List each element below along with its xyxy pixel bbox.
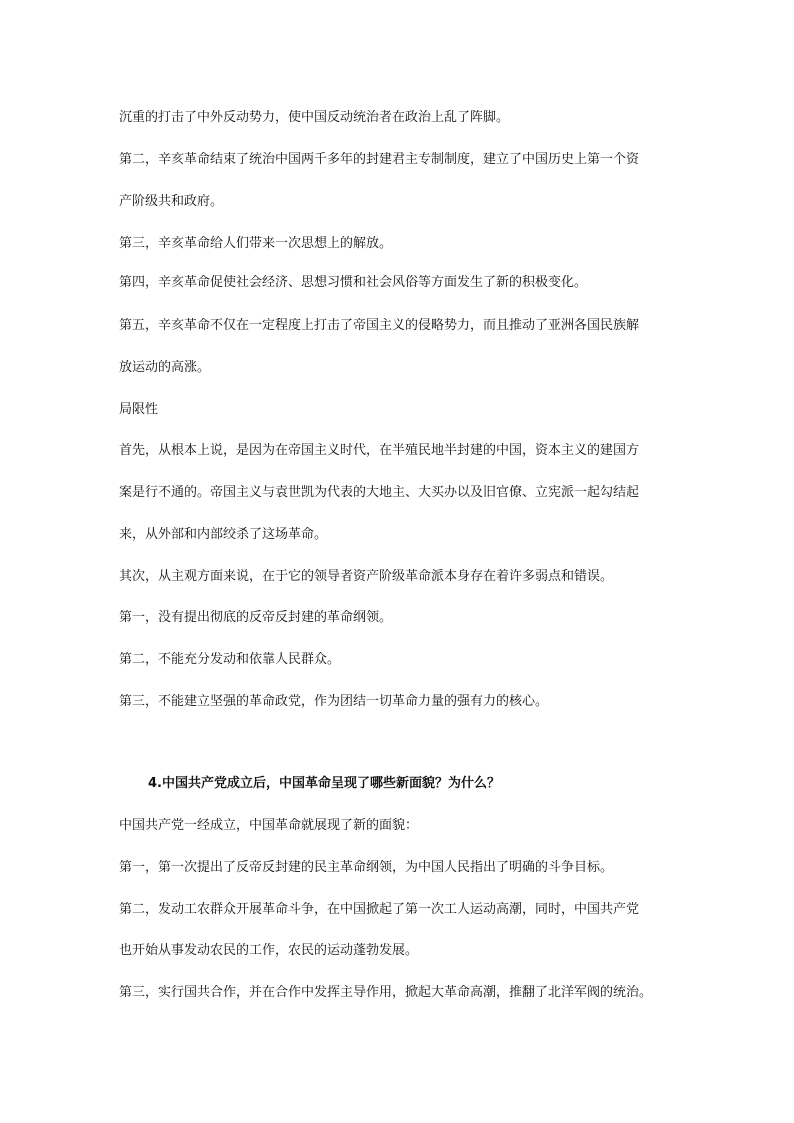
paragraph-line: 第四，辛亥革命促使社会经济、思想习惯和社会风俗等方面发生了新的积极变化。 [119, 275, 588, 290]
paragraph-line: 第一，没有提出彻底的反帝反封建的革命纲领。 [119, 610, 393, 625]
paragraph-line: 中国共产党一经成立，中国革命就展现了新的面貌： [119, 818, 419, 833]
paragraph-line: 第二，发动工农群众开展革命斗争，在中国掀起了第一次工人运动高潮，同时，中国共产党 [119, 902, 640, 917]
paragraph-line: 第三，实行国共合作，并在合作中发挥主导作用，掀起大革命高潮，推翻了北洋军阀的统治。 [119, 985, 653, 1000]
paragraph-line: 第一，第一次提出了反帝反封建的民主革命纲领，为中国人民指出了明确的斗争目标。 [119, 860, 614, 875]
section-heading: 4.中国共产党成立后，中国革命呈现了哪些新面貌？为什么？ [148, 776, 500, 791]
paragraph-line: 来，从外部和内部绞杀了这场革命。 [119, 527, 328, 542]
subheading-limitations: 局限性 [119, 402, 159, 417]
paragraph-line: 首先，从根本上说，是因为在帝国主义时代，在半殖民地半封建的中国，资本主义的建国方 [119, 443, 640, 458]
paragraph-line: 第三，不能建立坚强的革命政党，作为团结一切革命力量的强有力的核心。 [119, 694, 549, 709]
paragraph-line: 第二，不能充分发动和依靠人民群众。 [119, 652, 341, 667]
paragraph-line: 产阶级共和政府。 [119, 194, 224, 209]
paragraph-line: 第五，辛亥革命不仅在一定程度上打击了帝国主义的侵略势力，而且推动了亚洲各国民族解 [119, 318, 640, 333]
paragraph-line: 也开始从事发动农民的工作，农民的运动蓬勃发展。 [119, 943, 419, 958]
paragraph-line: 其次，从主观方面来说，在于它的领导者资产阶级革命派本身存在着许多弱点和错误。 [119, 569, 614, 584]
paragraph-line: 第三，辛亥革命给人们带来一次思想上的解放。 [119, 236, 393, 251]
paragraph-line: 案是行不通的。帝国主义与袁世凯为代表的大地主、大买办以及旧官僚、立宪派一起勾结起 [119, 485, 640, 500]
paragraph-line: 放运动的高涨。 [119, 360, 211, 375]
paragraph-line: 第二，辛亥革命结束了统治中国两千多年的封建君主专制制度，建立了中国历史上第一个资 [119, 152, 640, 167]
paragraph-line: 沉重的打击了中外反动势力，使中国反动统治者在政治上乱了阵脚。 [119, 110, 510, 125]
